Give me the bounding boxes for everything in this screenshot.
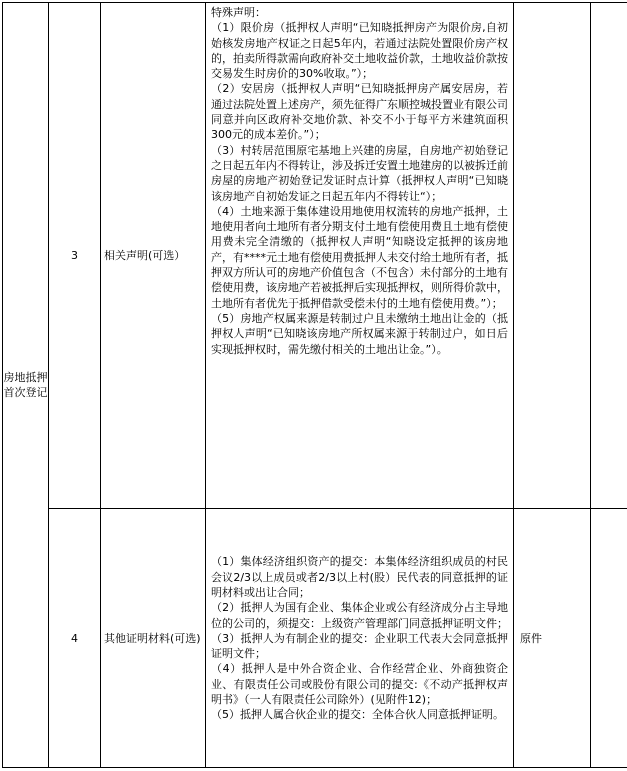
requirement-paragraph: （4）抵押人是中外合资企业、合作经营企业、外商独资企业、有限责任公司或股份有限公司的提交:《不动产抵押权声明书》（一人有限责任公司除外）(见附件12)； [211, 662, 508, 707]
requirement-paragraph: （1）限价房（抵押权人声明“已知晓抵押房产为限价房,自初始核发房地产权证之日起5年内，若通过法院处置限价房产权的，拍卖所得款需向政府补交土地收益价款，土地收益价款按交易发生时房价的30%收取。”）； [211, 21, 508, 81]
form-cell: 原件 [514, 509, 591, 768]
material-name-cell: 其他证明材料(可选) [101, 509, 206, 768]
requirement-paragraph: （5）房地产权属来源是转制过户且未缴纳土地出让金的（抵押权人声明“已知晓该房地产所权属来源于转制过户，如日后实现抵押权时，需先缴付相关的土地出让金。”）。 [211, 311, 508, 356]
table-row [3, 509, 627, 768]
requirement-paragraph: （4）土地来源于集体建设用地使用权流转的房地产抵押，土地使用者向土地所有者分期支付土地有偿使用费且土地有偿使用费未完全清缴的（抵押权人声明“知晓设定抵押的该房地产，有****元土地有偿使用费抵押人未交付给土地所有者，抵押双方所认可的房地产价值包含（不包含）未付部分的土地有偿使用费，该房地产若被抵押后实现抵押权，则所得价款中，土地所有者优先于抵押借款受偿未付的土地有偿使用费。”）； [211, 204, 508, 310]
requirement-cell [206, 3, 514, 509]
requirement-paragraph: （2）安居房（抵押权人声明“已知晓抵押房产属安居房，若通过法院处置上述房产，须先征得广东顺控城投置业有限公司同意并向区政府补交地价款、补交不小于每平方米建筑面积300元的成本差价。”）； [211, 82, 508, 142]
note-cell [591, 3, 627, 509]
requirement-cell [206, 509, 514, 768]
requirement-paragraph: （2）抵押人为国有企业、集体企业或公有经济成分占主导地位的公司的，须提交：上级资产管理部门同意抵押证明文件； [211, 601, 508, 630]
table-row [3, 3, 627, 509]
form-cell [514, 3, 591, 509]
note-cell [591, 509, 627, 768]
requirements-table [2, 2, 627, 768]
row-number-cell: 3 [49, 3, 101, 509]
category-cell: 房地抵押首次登记 [3, 3, 49, 768]
requirement-paragraph: 特殊声明： [211, 6, 266, 19]
row-number-cell: 4 [49, 509, 101, 768]
requirement-paragraph: （3）抵押人为有制企业的提交：企业职工代表大会同意抵押证明文件； [211, 631, 508, 661]
material-name-cell: 相关声明(可选） [101, 3, 206, 509]
requirement-paragraph: （5）抵押人属合伙企业的提交：全体合伙人同意抵押证明。 [211, 708, 504, 722]
requirement-paragraph: （3）村转居范围原宅基地上兴建的房屋，自房地产初始登记之日起五年内不得转让，涉及拆迁安置土地建房的以被拆迁前房屋的房地产初始登记发证时点计算（抵押权人声明“已知晓该房地产自初始发证之日起五年内不得转让“）； [211, 143, 508, 203]
requirement-paragraph: （1）集体经济组织资产的提交：本集体经济组织成员的村民会议2/3以上成员或者2/3以上村(股）民代表的同意抵押的证明材料或出让合同； [211, 555, 508, 599]
